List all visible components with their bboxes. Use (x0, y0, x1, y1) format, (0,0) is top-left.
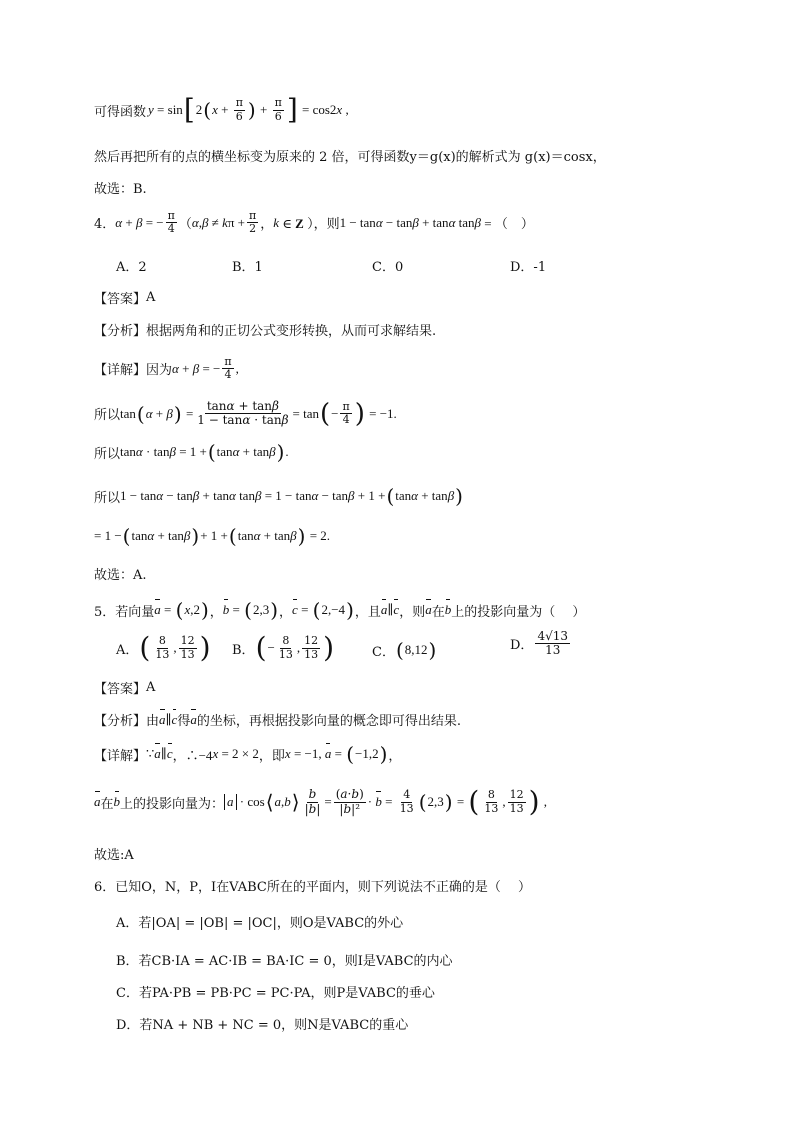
q5-answer: 【答案】 A (94, 680, 156, 697)
q4-detail-5: = 1 − ( tan α + tan β ) + 1 + ( tan α + tan β ) = 2. (94, 524, 331, 548)
q4-answer: 【答案】 A (94, 290, 156, 307)
q5-detail-2: a 在 b 上的投影向量为： a · cos ⟨ a , b ⟩ $\frac{b}{|b|}$ = $\frac{(a\cdot b)}{\text{|b|²}}$ · b = $\frac{4}{13}$ ( 2,3 ) = ( $\frac{8}{13}$ , $\frac{12}{13}$ ) , (94, 785, 548, 818)
q4-option-b: B．1 (232, 260, 263, 275)
q6-option-c: C．若PA·PB = PB·PC = PC·PA，则P是VABC的垂心 (116, 986, 435, 1001)
q5-choose: 故选:A (94, 848, 134, 863)
question-6-stem: 6．已知O，N，P，I在VABC所在的平面内，则下列说法不正确的是（ ） (94, 880, 531, 895)
question-5-stem: 5．若向量 a = ( x ,2 ) ， b = ( 2,3 ) ， c = ( 2,−4 ) ，且 a ∥ c ，则 a 在 b 上的投影向量为（ ） (94, 598, 586, 622)
q5-detail-1: 【详解】 ∵ a ∥ c ，∴−4 x = 2 × 2 ，即 x = −1, a = ( −1,2 ) ， (94, 742, 402, 766)
line-choose-b: 故选：B. (94, 182, 147, 197)
q4-option-d: D．-1 (510, 260, 547, 275)
q5-analysis: 【分析】 由 a ∥ c 得 a 的坐标，再根据投影向量的概念即可得出结果. (94, 711, 461, 729)
q5-option-b: B． ( − $\frac{8}{13}$ , $\frac{12}{13}$ ) (232, 631, 335, 664)
q4-analysis: 【分析】 根据两角和的正切公式变形转换，从而可求解结果. (94, 324, 437, 339)
q4-choose: 故选：A. (94, 568, 147, 583)
q4-detail-3: 所以 tan α · tan β = 1 + ( tan α + tan β ) . (94, 440, 289, 464)
q4-detail-2: 所以 tan ( α + β ) = $\frac{\tan\alpha + \tan\beta}{1 - \tan\alpha \cdot \tan\beta}$ = tan ( − $\frac{\pi}{4}$ ) = −1. (94, 398, 397, 429)
q6-option-a: A．若|OA| = |OB| = |OC|，则O是VABC的外心 (116, 916, 404, 931)
q4-option-a: A．2 (116, 260, 147, 275)
q5-option-c: C． ( 8,12 ) (372, 638, 437, 662)
question-4-stem: 4． α + β = − $\frac{\pi}{4}$ （ α , β ≠ k π + $\frac{\pi}{2}$ ， k ∈ Z ），则 1 − tan α − tan β + tan α tan β = （ ） (94, 209, 534, 236)
q5-option-d: D． $\frac{4√13}{13}$ (510, 629, 568, 658)
q6-option-b: B．若CB·IA = AC·IB = BA·IC = 0，则I是VABC的内心 (116, 954, 453, 969)
q5-option-a: A． ( $\frac{8}{13}$ , $\frac{12}{13}$ ) (116, 631, 211, 664)
q4-detail-4: 所以 1 − tan α − tan β + tan α tan β = 1 − tan α − tan β + 1 + ( tan α + tan β ) (94, 484, 463, 508)
line1-prefix: 可得函数 (94, 104, 147, 120)
line-transform: 然后再把所有的点的横坐标变为原来的 2 倍，可得函数y＝g(x)的解析式为 g(x)＝cosx， (94, 150, 606, 165)
q4-detail-1: 【详解】 因为 α + β = − $\frac{\pi}{4}$ , (94, 355, 239, 382)
q6-option-d: D．若NA + NB + NC = 0，则N是VABC的重心 (116, 1018, 409, 1033)
q4-option-c: C．0 (372, 260, 404, 275)
line-function-result: 可得函数 y = sin [ 2 ( x + $\frac{\pi}{6}$ ) + $\frac{\pi}{6}$ ] = cos2 x , (94, 93, 349, 126)
